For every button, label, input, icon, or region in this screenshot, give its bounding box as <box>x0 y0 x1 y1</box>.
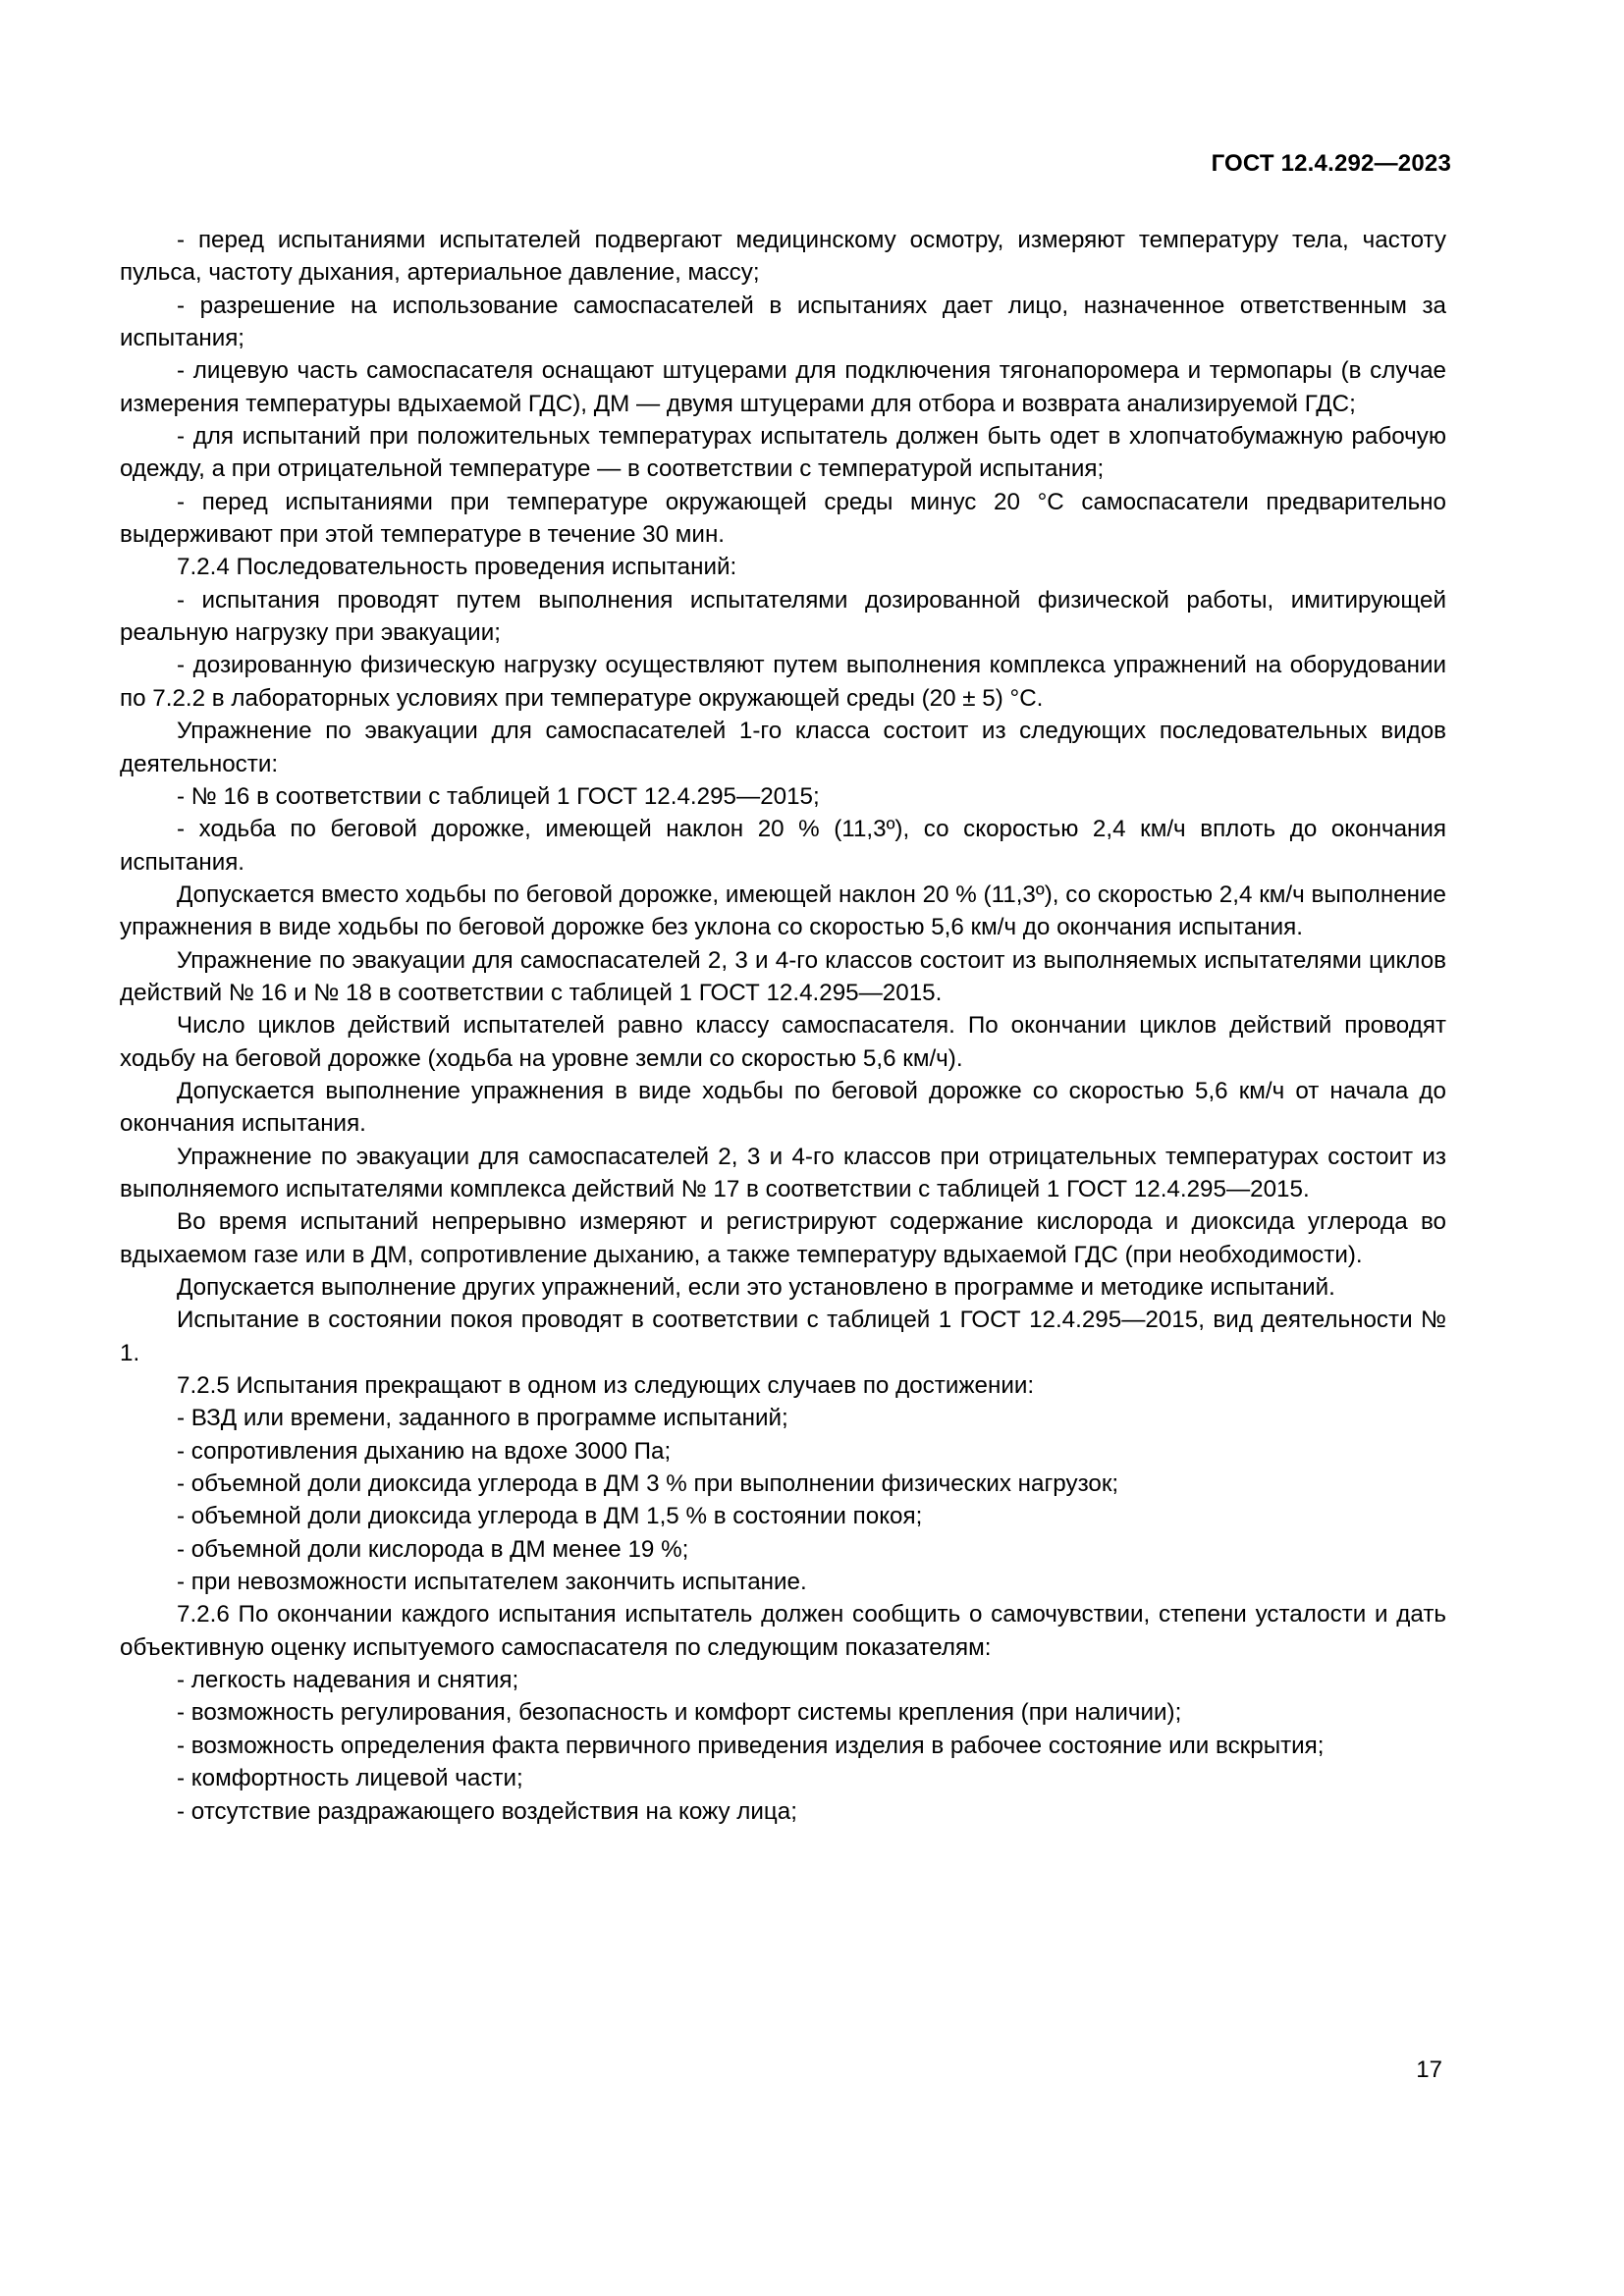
paragraph: Упражнение по эвакуации для самоспасателей 2, 3 и 4-го классов состоит из выполняемых испытателями циклов действий № 16 и № 18 в соответствии с таблицей 1 ГОСТ 12.4.295—2015. <box>120 946 1446 1006</box>
paragraph: - возможность регулирования, безопасность и комфорт системы крепления (при наличии); <box>177 1699 1182 1727</box>
paragraph: - сопротивления дыханию на вдохе 3000 Па; <box>177 1437 672 1465</box>
paragraph: Во время испытаний непрерывно измеряют и регистрируют содержание кислорода и диоксида углерода во вдыхаемом газе или в ДМ, сопротивление дыханию, а также температуру вдыхаемой ГДС (при необходимости). <box>120 1208 1446 1268</box>
paragraph: - разрешение на использование самоспасателей в испытаниях дает лицо, назначенное ответственным за испытания; <box>120 292 1446 352</box>
paragraph: - легкость надевания и снятия; <box>177 1667 519 1694</box>
paragraph: Испытание в состоянии покоя проводят в соответствии с таблицей 1 ГОСТ 12.4.295—2015, вид деятельности № 1. <box>120 1307 1446 1366</box>
paragraph: Допускается выполнение других упражнений, если это установлено в программе и методике испытаний. <box>177 1274 1335 1301</box>
paragraph: - комфортность лицевой части; <box>177 1765 523 1792</box>
paragraph: Допускается выполнение упражнения в виде ходьбы по беговой дорожке со скоростью 5,6 км/ч от начала до окончания испытания. <box>120 1077 1446 1138</box>
paragraph: - при невозможности испытателем закончить испытание. <box>177 1569 807 1596</box>
paragraph: 7.2.6 По окончании каждого испытания испытатель должен сообщить о самочувствии, степени усталости и дать объективную оценку испытуемого самоспасателя по следующим показателям: <box>120 1601 1446 1661</box>
paragraph: Упражнение по эвакуации для самоспасателей 2, 3 и 4-го классов при отрицательных температурах состоит из выполняемого испытателями комплекса действий № 17 в соответствии с таблицей 1 ГОСТ 12.4.295—2015. <box>120 1143 1446 1202</box>
paragraph: - отсутствие раздражающего воздействия на кожу лица; <box>177 1797 797 1825</box>
paragraph: - перед испытаниями при температуре окружающей среды минус 20 °С самоспасатели предварительно выдерживают при этой температуре в течение 30 мин. <box>120 488 1446 549</box>
paragraph: - перед испытаниями испытателей подвергают медицинскому осмотру, измеряют температуру тела, частоту пульса, частоту дыхания, артериальное давление, массу; <box>120 227 1446 287</box>
paragraph: 7.2.4 Последовательность проведения испытаний: <box>177 554 737 581</box>
paragraph: - возможность определения факта первичного приведения изделия в рабочее состояние или вскрытия; <box>177 1732 1325 1759</box>
paragraph: - ходьба по беговой дорожке, имеющей наклон 20 % (11,3º), со скоростью 2,4 км/ч вплоть до окончания испытания. <box>120 816 1446 876</box>
paragraph: - объемной доли диоксида углерода в ДМ 3 % при выполнении физических нагрузок; <box>177 1470 1119 1498</box>
paragraph: 7.2.5 Испытания прекращают в одном из следующих случаев по достижении: <box>177 1372 1035 1400</box>
paragraph: Допускается вместо ходьбы по беговой дорожке, имеющей наклон 20 % (11,3º), со скоростью 2,4 км/ч выполнение упражнения в виде ходьбы по беговой дорожке без уклона со скоростью 5,6 км/ч до окончания испытания. <box>120 881 1446 941</box>
paragraph: - объемной доли диоксида углерода в ДМ 1,5 % в состоянии покоя; <box>177 1503 923 1530</box>
standard-header: ГОСТ 12.4.292—2023 <box>1211 150 1451 177</box>
paragraph: - дозированную физическую нагрузку осуществляют путем выполнения комплекса упражнений на оборудовании по 7.2.2 в лабораторных условиях при температуре окружающей среды (20 ± 5) °С. <box>120 652 1446 712</box>
paragraph: - испытания проводят путем выполнения испытателями дозированной физической работы, имитирующей реальную нагрузку при эвакуации; <box>120 586 1446 647</box>
paragraph: - для испытаний при положительных температурах испытатель должен быть одет в хлопчатобумажную рабочую одежду, а при отрицательной температуре — в соответствии с температурой испытания; <box>120 423 1446 483</box>
paragraph: Число циклов действий испытателей равно классу самоспасателя. По окончании циклов действий проводят ходьбу на беговой дорожке (ходьба на уровне земли со скоростью 5,6 км/ч). <box>120 1012 1446 1072</box>
paragraph: - лицевую часть самоспасателя оснащают штуцерами для подключения тягонапоромера и термопары (в случае измерения температуры вдыхаемой ГДС), ДМ — двумя штуцерами для отбора и возврата анализируемой ГДС; <box>120 357 1446 417</box>
body-text <box>120 224 1446 1828</box>
paragraph: Упражнение по эвакуации для самоспасателей 1-го класса состоит из следующих последовательных видов деятельности: <box>120 718 1446 777</box>
paragraph: - № 16 в соответствии с таблицей 1 ГОСТ 12.4.295—2015; <box>177 782 820 810</box>
page-number: 17 <box>1416 2056 1442 2083</box>
paragraph: - ВЗД или времени, заданного в программе испытаний; <box>177 1405 788 1432</box>
paragraph: - объемной доли кислорода в ДМ менее 19 %; <box>177 1535 689 1563</box>
